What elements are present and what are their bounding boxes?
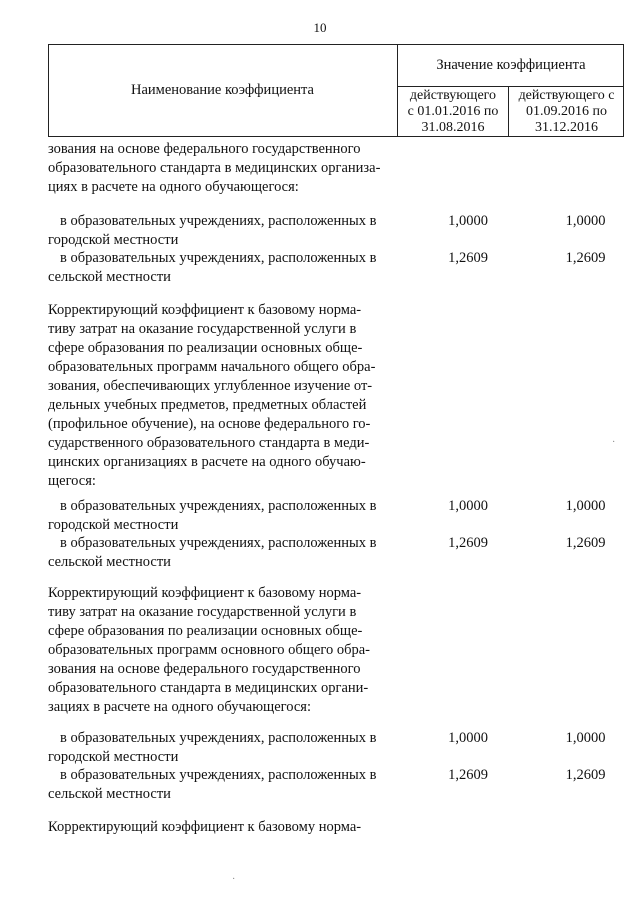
section-1-text: зования на основе федерального государственного образовательного стандарта в медицинских организа- циях в расчете на одного обучающегося: [48, 141, 381, 195]
scan-speck: · [232, 874, 236, 885]
page-number: 10 [313, 20, 327, 35]
header-value-group: Значение коэффициента [436, 57, 586, 73]
header-col2: действующего с 01.09.2016 по 31.12.2016 [518, 88, 615, 135]
table-header [48, 44, 624, 137]
header-col1: действующего с 01.01.2016 по 31.08.2016 [407, 88, 499, 135]
header-name-column: Наименование коэффициента [131, 82, 314, 98]
tail-paragraph: Корректирующий коэффициент к базовому норма- [48, 819, 362, 835]
scan-speck: · [612, 437, 616, 448]
section-2-text: Корректирующий коэффициент к базовому норма- тиву затрат на оказание государственной услуги в сфере образования по реализации основных обще- образовательных программ начального общего обра- зования, обеспечивающих углубленное изучение от- дельных учебных предметов, предметных областей (профильное обучение), на основе федерального го- сударственного образовательного стандарта в меди- цинских организациях в расчете на одного обучаю- щегося: [48, 302, 376, 489]
section-3-text: Корректирующий коэффициент к базовому норма- тиву затрат на оказание государственной услуги в сфере образования по реализации основных обще- образовательных программ основного общего обра- зования на основе федерального государственного образовательного стандарта в медицинских органи- зациях в расчете на одного обучающегося: [48, 585, 370, 715]
